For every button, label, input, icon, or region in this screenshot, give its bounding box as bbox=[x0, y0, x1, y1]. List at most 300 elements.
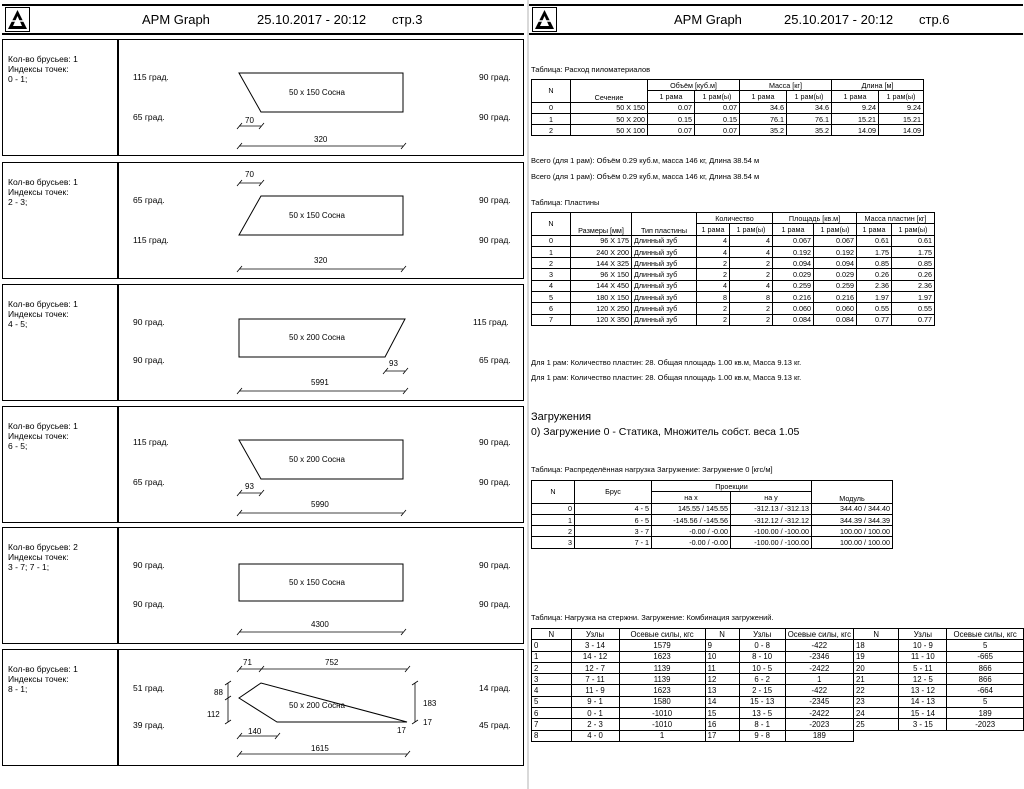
column-header: N bbox=[532, 80, 571, 103]
table-cell: 14 - 13 bbox=[899, 696, 947, 707]
beam-info: Кол-во брусьев: 1 Индексы точек: 4 - 5; bbox=[8, 299, 78, 329]
column-header: 1 рама bbox=[648, 91, 695, 102]
table-cell: 12 - 5 bbox=[899, 674, 947, 685]
column-header: 1 рам(ы) bbox=[879, 91, 924, 102]
table-cell: 1579 bbox=[619, 640, 705, 651]
print-datetime: 25.10.2017 - 20:12 bbox=[784, 12, 894, 27]
beam-drawing bbox=[3, 285, 523, 400]
table-cell: 11 bbox=[705, 662, 739, 673]
table-cell: 0.55 bbox=[892, 303, 935, 314]
beam-block bbox=[2, 284, 524, 401]
table-cell: Длинный зуб bbox=[632, 246, 697, 257]
table-cell: 120 X 250 bbox=[571, 303, 632, 314]
table-row bbox=[532, 640, 1024, 651]
table-cell: 20 bbox=[853, 662, 898, 673]
table-cell: -312.13 / -312.13 bbox=[731, 503, 812, 514]
column-header: Осевые силы, кгс bbox=[785, 629, 853, 640]
table-cell: 145.55 / 145.55 bbox=[652, 503, 731, 514]
table-cell: 7 bbox=[532, 719, 572, 730]
table-cell: 3 bbox=[532, 537, 575, 548]
table-cell: 1580 bbox=[619, 696, 705, 707]
dimension-label: 71 bbox=[243, 658, 252, 667]
table-cell: 866 bbox=[947, 662, 1024, 673]
table-cell: 0.15 bbox=[648, 113, 695, 124]
dimension-label: 183 bbox=[423, 699, 437, 708]
beam-info: Кол-во брусьев: 1 Индексы точек: 8 - 1; bbox=[8, 664, 78, 694]
table-cell: -664 bbox=[947, 685, 1024, 696]
table-cell: 8 - 1 bbox=[739, 719, 785, 730]
column-header: N bbox=[532, 213, 571, 236]
table-cell: 0.85 bbox=[857, 258, 892, 269]
angle-label: 51 град. bbox=[133, 683, 165, 693]
table-cell: -100.00 / -100.00 bbox=[731, 526, 812, 537]
column-header: 1 рам(ы) bbox=[730, 224, 773, 235]
angle-label: 115 град. bbox=[133, 437, 169, 447]
plates-note: Для 1 рам: Количество пластин: 28. Общая площадь 1.00 кв.м, Масса 9.13 кг. bbox=[531, 358, 802, 367]
column-header: Узлы bbox=[571, 629, 619, 640]
table-cell: 2 bbox=[697, 314, 730, 325]
table-row bbox=[532, 696, 1024, 707]
angle-label: 90 град. bbox=[479, 477, 511, 487]
table-row bbox=[532, 113, 924, 124]
column-header: 1 рам(ы) bbox=[892, 224, 935, 235]
table-row bbox=[532, 526, 893, 537]
print-datetime: 25.10.2017 - 20:12 bbox=[257, 12, 367, 27]
angle-label: 65 град. bbox=[133, 112, 165, 122]
table-cell: 3 - 15 bbox=[899, 719, 947, 730]
table-cell: 4 bbox=[697, 280, 730, 291]
column-header: на y bbox=[731, 492, 812, 503]
table-cell: 23 bbox=[853, 696, 898, 707]
group-header: Масса [кг] bbox=[740, 80, 832, 91]
table-cell: 14 - 12 bbox=[571, 651, 619, 662]
angle-label: 90 град. bbox=[133, 317, 165, 327]
table-cell: 1 bbox=[532, 246, 571, 257]
table-cell bbox=[947, 730, 1024, 741]
table-cell: -2023 bbox=[785, 719, 853, 730]
table-cell: 0.61 bbox=[857, 235, 892, 246]
table-cell: 4 bbox=[730, 246, 773, 257]
dist-load-table-title: Таблица: Распределённая нагрузка Загружение: Загружение 0 [кгс/м] bbox=[531, 465, 773, 474]
table-cell: 2 bbox=[697, 258, 730, 269]
column-header: Осевые силы, кгс bbox=[947, 629, 1024, 640]
plates-note: Для 1 рам: Количество пластин: 28. Общая площадь 1.00 кв.м, Масса 9.13 кг. bbox=[531, 373, 802, 382]
column-header: N bbox=[532, 481, 575, 504]
table-cell: 0.192 bbox=[814, 246, 857, 257]
table-cell: 15.21 bbox=[832, 113, 879, 124]
beam-drawing bbox=[3, 40, 523, 155]
table-cell: Длинный зуб bbox=[632, 303, 697, 314]
table-cell: 50 X 100 bbox=[571, 125, 648, 136]
table-cell: 240 X 200 bbox=[571, 246, 632, 257]
group-header: Площадь [кв.м] bbox=[773, 213, 857, 224]
table-row bbox=[532, 719, 1024, 730]
table-cell: -100.00 / -100.00 bbox=[731, 537, 812, 548]
table-cell: 9 bbox=[705, 640, 739, 651]
table-cell: 15 - 14 bbox=[899, 708, 947, 719]
length-label: 5991 bbox=[311, 378, 329, 387]
dimension-label: 140 bbox=[248, 727, 262, 736]
table-cell: -2023 bbox=[947, 719, 1024, 730]
beam-block bbox=[2, 406, 524, 523]
table-cell: 22 bbox=[853, 685, 898, 696]
table-cell: -1010 bbox=[619, 719, 705, 730]
column-header: Сечение bbox=[571, 80, 648, 103]
length-label: 4300 bbox=[311, 620, 329, 629]
column-header: N bbox=[532, 629, 572, 640]
table-cell: 12 - 7 bbox=[571, 662, 619, 673]
table-cell: 15 - 13 bbox=[739, 696, 785, 707]
table-cell: 3 - 7 bbox=[575, 526, 652, 537]
apm-logo-icon bbox=[5, 7, 30, 32]
table-row bbox=[532, 537, 893, 548]
table-cell: 180 X 150 bbox=[571, 292, 632, 303]
beam-drawing bbox=[3, 528, 523, 643]
table-cell: 0 - 8 bbox=[739, 640, 785, 651]
lumber-table-title: Таблица: Расход пиломатериалов bbox=[531, 65, 651, 74]
table-row bbox=[532, 292, 935, 303]
table-cell: 14.09 bbox=[832, 125, 879, 136]
table-cell: 10 - 5 bbox=[739, 662, 785, 673]
table-cell: 8 bbox=[730, 292, 773, 303]
table-cell: Длинный зуб bbox=[632, 235, 697, 246]
page-number: стр.3 bbox=[392, 12, 423, 27]
angle-label: 65 град. bbox=[479, 355, 511, 365]
column-header: Осевые силы, кгс bbox=[619, 629, 705, 640]
table-cell: 1 bbox=[785, 674, 853, 685]
column-header: 1 рама bbox=[773, 224, 814, 235]
table-cell: 2 bbox=[532, 258, 571, 269]
angle-label: 90 град. bbox=[479, 235, 511, 245]
table-cell: 34.6 bbox=[787, 102, 832, 113]
table-cell: 0.07 bbox=[648, 125, 695, 136]
table-row bbox=[532, 314, 935, 325]
table-cell: 4 - 0 bbox=[571, 730, 619, 741]
table-cell: 866 bbox=[947, 674, 1024, 685]
table-cell: 2 bbox=[697, 269, 730, 280]
table-cell: 0.85 bbox=[892, 258, 935, 269]
angle-label: 39 град. bbox=[133, 720, 165, 730]
table-cell: 2 bbox=[730, 258, 773, 269]
table-cell: 2 bbox=[730, 303, 773, 314]
table-cell: Длинный зуб bbox=[632, 292, 697, 303]
table-cell: Длинный зуб bbox=[632, 269, 697, 280]
table-cell: 2 bbox=[532, 526, 575, 537]
length-label: 320 bbox=[314, 256, 328, 265]
section-label: 50 x 200 Сосна bbox=[289, 455, 346, 464]
table-cell: 3 - 14 bbox=[571, 640, 619, 651]
table-cell: -1010 bbox=[619, 708, 705, 719]
beam-info: Кол-во брусьев: 1 Индексы точек: 2 - 3; bbox=[8, 177, 78, 207]
beam-info: Кол-во брусьев: 2 Индексы точек: 3 - 7; 7 - 1; bbox=[8, 542, 78, 572]
table-cell: 18 bbox=[853, 640, 898, 651]
table-cell: 8 - 10 bbox=[739, 651, 785, 662]
table-cell: 6 - 5 bbox=[575, 514, 652, 525]
table-cell: 0.084 bbox=[773, 314, 814, 325]
table-cell: 0.067 bbox=[814, 235, 857, 246]
table-row bbox=[532, 651, 1024, 662]
section-label: 50 x 200 Сосна bbox=[289, 333, 346, 342]
page-header bbox=[2, 4, 524, 35]
table-cell: 1.75 bbox=[892, 246, 935, 257]
table-cell: 4 bbox=[532, 280, 571, 291]
rod-forces-table-title: Таблица: Нагрузка на стержни. Загружение: Комбинация загружений. bbox=[531, 613, 774, 622]
table-cell: 0.192 bbox=[773, 246, 814, 257]
table-cell: -2422 bbox=[785, 708, 853, 719]
table-row bbox=[532, 662, 1024, 673]
table-row bbox=[532, 125, 924, 136]
table-cell: 4 bbox=[697, 235, 730, 246]
group-header: Количество bbox=[697, 213, 773, 224]
column-header: Модуль bbox=[812, 481, 893, 504]
column-header: 1 рам(ы) bbox=[814, 224, 857, 235]
column-header: 1 рам(ы) bbox=[695, 91, 740, 102]
table-cell: 3 bbox=[532, 269, 571, 280]
lumber-total: Всего (для 1 рам): Объём 0.29 куб.м, масса 146 кг, Длина 38.54 м bbox=[531, 156, 760, 165]
table-cell: 5 bbox=[947, 696, 1024, 707]
table-cell: -422 bbox=[785, 640, 853, 651]
beam-block bbox=[2, 162, 524, 279]
table-cell: -2346 bbox=[785, 651, 853, 662]
table-cell: 76.1 bbox=[740, 113, 787, 124]
beam-info: Кол-во брусьев: 1 Индексы точек: 0 - 1; bbox=[8, 54, 78, 84]
table-cell: -145.56 / -145.56 bbox=[652, 514, 731, 525]
table-cell: 120 X 350 bbox=[571, 314, 632, 325]
table-cell: 21 bbox=[853, 674, 898, 685]
table-cell: 2 bbox=[730, 269, 773, 280]
dimension-label: 17 bbox=[423, 718, 432, 727]
table-cell: 50 X 150 bbox=[571, 102, 648, 113]
table-cell: 1 bbox=[532, 514, 575, 525]
group-header: Объём [куб.м] bbox=[648, 80, 740, 91]
table-row bbox=[532, 730, 1024, 741]
plates-table bbox=[531, 212, 935, 326]
table-cell: 189 bbox=[947, 708, 1024, 719]
table-cell: 6 bbox=[532, 303, 571, 314]
table-cell: 344.39 / 344.39 bbox=[812, 514, 893, 525]
table-cell: 35.2 bbox=[740, 125, 787, 136]
table-cell: 7 - 1 bbox=[575, 537, 652, 548]
table-cell: 13 - 12 bbox=[899, 685, 947, 696]
angle-label: 90 град. bbox=[479, 72, 511, 82]
table-cell: 0.07 bbox=[695, 125, 740, 136]
angle-label: 115 град. bbox=[473, 317, 509, 327]
table-cell: 0.26 bbox=[857, 269, 892, 280]
page-header bbox=[529, 4, 1023, 35]
page-right bbox=[529, 0, 1024, 789]
table-cell: 4 - 5 bbox=[575, 503, 652, 514]
table-cell: 2 bbox=[532, 662, 572, 673]
column-header: Брус bbox=[575, 481, 652, 504]
table-row bbox=[532, 303, 935, 314]
angle-label: 14 град. bbox=[479, 683, 511, 693]
table-cell: 10 - 9 bbox=[899, 640, 947, 651]
table-cell: 5 bbox=[532, 696, 572, 707]
table-cell: 2 - 15 bbox=[739, 685, 785, 696]
table-cell: 144 X 450 bbox=[571, 280, 632, 291]
table-cell: 1.75 bbox=[857, 246, 892, 257]
lumber-table bbox=[531, 79, 924, 136]
dimension-label: 752 bbox=[325, 658, 339, 667]
table-cell: 19 bbox=[853, 651, 898, 662]
table-cell: 14.09 bbox=[879, 125, 924, 136]
table-row bbox=[532, 514, 893, 525]
table-cell: 0 bbox=[532, 503, 575, 514]
table-row bbox=[532, 269, 935, 280]
table-cell: 96 X 150 bbox=[571, 269, 632, 280]
angle-label: 45 град. bbox=[479, 720, 511, 730]
table-cell: -0.00 / -0.00 bbox=[652, 526, 731, 537]
angle-label: 90 град. bbox=[479, 195, 511, 205]
table-cell: 4 bbox=[730, 280, 773, 291]
column-header: 1 рама bbox=[857, 224, 892, 235]
table-cell: 10 bbox=[705, 651, 739, 662]
table-cell: 0.060 bbox=[773, 303, 814, 314]
table-cell: 100.00 / 100.00 bbox=[812, 526, 893, 537]
column-header: N bbox=[853, 629, 898, 640]
group-header: Длина [м] bbox=[832, 80, 924, 91]
section-label: 50 x 150 Сосна bbox=[289, 578, 346, 587]
table-cell: 2.36 bbox=[892, 280, 935, 291]
load-case: 0) Загружение 0 - Статика, Множитель собст. веса 1.05 bbox=[531, 426, 800, 438]
length-label: 320 bbox=[314, 135, 328, 144]
angle-label: 115 град. bbox=[133, 235, 169, 245]
group-header: Проекции bbox=[652, 481, 812, 492]
table-cell: 0.61 bbox=[892, 235, 935, 246]
angle-label: 65 град. bbox=[133, 477, 165, 487]
column-header: N bbox=[705, 629, 739, 640]
dimension-label: 93 bbox=[245, 482, 254, 491]
app-title: APM Graph bbox=[674, 12, 742, 27]
page-number: стр.6 bbox=[919, 12, 950, 27]
dimension-label: 93 bbox=[389, 359, 398, 368]
table-cell: 13 - 5 bbox=[739, 708, 785, 719]
table-cell: 9.24 bbox=[879, 102, 924, 113]
table-cell: Длинный зуб bbox=[632, 280, 697, 291]
dimension-label: 70 bbox=[245, 116, 254, 125]
table-cell: 0.216 bbox=[814, 292, 857, 303]
table-cell: 0.216 bbox=[773, 292, 814, 303]
angle-label: 90 град. bbox=[479, 599, 511, 609]
column-header: 1 рама bbox=[740, 91, 787, 102]
table-row bbox=[532, 258, 935, 269]
table-cell: -2345 bbox=[785, 696, 853, 707]
column-header: Тип пластины bbox=[632, 213, 697, 236]
table-cell: 0 - 1 bbox=[571, 708, 619, 719]
table-cell: 8 bbox=[697, 292, 730, 303]
table-cell: 16 bbox=[705, 719, 739, 730]
table-cell: 0.55 bbox=[857, 303, 892, 314]
section-label: 50 x 200 Сосна bbox=[289, 701, 346, 710]
angle-label: 65 град. bbox=[133, 195, 165, 205]
table-cell: -665 bbox=[947, 651, 1024, 662]
table-cell: 0.029 bbox=[773, 269, 814, 280]
table-cell: 13 bbox=[705, 685, 739, 696]
dimension-label: 70 bbox=[245, 170, 254, 179]
table-cell: 24 bbox=[853, 708, 898, 719]
angle-label: 90 град. bbox=[479, 560, 511, 570]
table-cell: 35.2 bbox=[787, 125, 832, 136]
table-cell: Длинный зуб bbox=[632, 314, 697, 325]
table-cell: 1623 bbox=[619, 651, 705, 662]
table-cell: 12 bbox=[705, 674, 739, 685]
table-cell: 11 - 9 bbox=[571, 685, 619, 696]
table-cell: 5 bbox=[947, 640, 1024, 651]
table-cell: 4 bbox=[532, 685, 572, 696]
table-cell: 9.24 bbox=[832, 102, 879, 113]
table-cell: -422 bbox=[785, 685, 853, 696]
table-cell: 7 - 11 bbox=[571, 674, 619, 685]
table-cell: 0.067 bbox=[773, 235, 814, 246]
table-cell: 1139 bbox=[619, 674, 705, 685]
table-cell: 76.1 bbox=[787, 113, 832, 124]
column-header: 1 рам(ы) bbox=[787, 91, 832, 102]
table-cell: 6 - 2 bbox=[739, 674, 785, 685]
beam-block bbox=[2, 39, 524, 156]
table-row bbox=[532, 503, 893, 514]
table-cell: 0.15 bbox=[695, 113, 740, 124]
table-cell: 100.00 / 100.00 bbox=[812, 537, 893, 548]
length-label: 5990 bbox=[311, 500, 329, 509]
table-cell: 0.77 bbox=[857, 314, 892, 325]
table-cell: 9 - 8 bbox=[739, 730, 785, 741]
table-cell: 1623 bbox=[619, 685, 705, 696]
angle-label: 90 град. bbox=[479, 437, 511, 447]
column-header: 1 рама bbox=[697, 224, 730, 235]
table-cell: 0 bbox=[532, 640, 572, 651]
angle-label: 90 град. bbox=[133, 599, 165, 609]
column-header: Узлы bbox=[899, 629, 947, 640]
table-cell: 4 bbox=[730, 235, 773, 246]
table-cell: 0 bbox=[532, 235, 571, 246]
table-cell: 144 X 325 bbox=[571, 258, 632, 269]
table-cell: -2422 bbox=[785, 662, 853, 673]
column-header: на x bbox=[652, 492, 731, 503]
table-cell: 1 bbox=[532, 113, 571, 124]
table-cell: 344.40 / 344.40 bbox=[812, 503, 893, 514]
rod-forces-table bbox=[531, 628, 1024, 742]
table-cell bbox=[899, 730, 947, 741]
table-cell: 5 - 11 bbox=[899, 662, 947, 673]
dimension-label: 17 bbox=[397, 726, 406, 735]
table-cell: 1 bbox=[619, 730, 705, 741]
table-cell: 9 - 1 bbox=[571, 696, 619, 707]
angle-label: 115 град. bbox=[133, 72, 169, 82]
table-cell: 1.97 bbox=[892, 292, 935, 303]
table-cell: 34.6 bbox=[740, 102, 787, 113]
table-cell: Длинный зуб bbox=[632, 258, 697, 269]
section-label: 50 x 150 Сосна bbox=[289, 211, 346, 220]
table-cell: 0.07 bbox=[695, 102, 740, 113]
table-row bbox=[532, 102, 924, 113]
table-row bbox=[532, 280, 935, 291]
table-cell: 0.259 bbox=[773, 280, 814, 291]
beam-info: Кол-во брусьев: 1 Индексы точек: 6 - 5; bbox=[8, 421, 78, 451]
dimension-label: 112 bbox=[207, 710, 220, 719]
column-header: Размеры [мм] bbox=[571, 213, 632, 236]
table-cell: 0.77 bbox=[892, 314, 935, 325]
table-cell: 2 - 3 bbox=[571, 719, 619, 730]
table-cell: 0.07 bbox=[648, 102, 695, 113]
table-cell: 0.259 bbox=[814, 280, 857, 291]
table-cell: 1139 bbox=[619, 662, 705, 673]
angle-label: 90 град. bbox=[479, 112, 511, 122]
lumber-total: Всего (для 1 рам): Объём 0.29 куб.м, масса 146 кг, Длина 38.54 м bbox=[531, 172, 760, 181]
angle-label: 90 град. bbox=[133, 560, 165, 570]
table-cell: 25 bbox=[853, 719, 898, 730]
table-cell: 3 bbox=[532, 674, 572, 685]
table-cell: 17 bbox=[705, 730, 739, 741]
